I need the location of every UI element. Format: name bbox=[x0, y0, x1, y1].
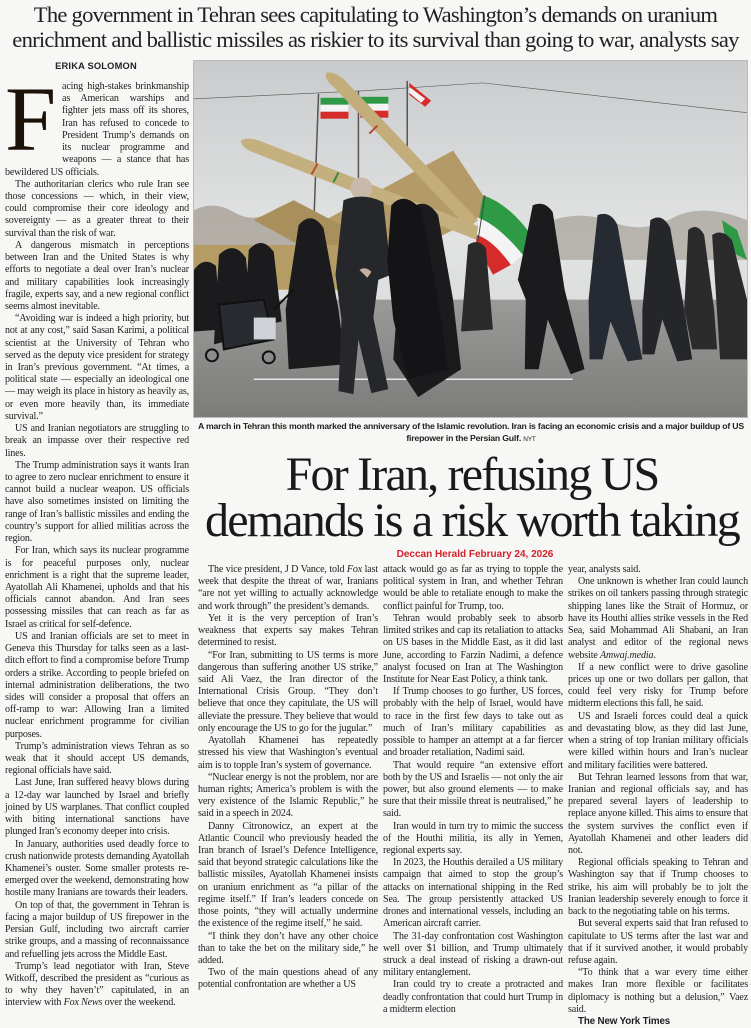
publication-name: Fox bbox=[346, 564, 363, 575]
news-photo bbox=[193, 60, 748, 418]
photo-march-missiles-flags-icon bbox=[194, 61, 747, 417]
photo-credit: NYT bbox=[523, 436, 536, 443]
main-headline-line-1: For Iran, refusing US bbox=[285, 448, 659, 501]
paragraph: year, analysts said. bbox=[568, 564, 641, 575]
dateline: Deccan Herald February 24, 2026 bbox=[396, 549, 554, 560]
body-column-2 bbox=[198, 564, 378, 992]
paragraph: “I think they don’t have any other choice than to take the bet on the military side,” he added. bbox=[198, 930, 378, 966]
paragraph: If a new conflict were to drive gasoline prices up one or two dollars per gallon, that could feel very risky for Trump before midterm elections this fall, he said. bbox=[568, 661, 748, 710]
paragraph: Iran could try to create a protracted and deadly confrontation that could hurt Trump in a midterm election bbox=[383, 979, 563, 1015]
paragraph: A dangerous mismatch in perceptions between Iran and the United States is why efforts to negotiate a deal over Iran’s nuclear and military capabilities look increasingly fragile, experts say, and a new regional conflict seems almost inevitable. bbox=[5, 239, 189, 312]
paragraph bbox=[568, 576, 748, 662]
paragraph: “To think that a war every time either makes Iran more flexible or facilitates diplomacy is nothing but a delusion,” Vaez said. bbox=[568, 967, 748, 1015]
paragraph: “For Iran, submitting to US terms is more dangerous than suffering another US strike,” said Ali Vaez, the Iran director of the International Crisis Group. “They don’t believe that once they capitulate, the US will alleviate the pressure. They believe that would only encourage the US to go for the jugular.” bbox=[198, 649, 378, 734]
paragraph bbox=[198, 564, 378, 613]
paragraph: The authoritarian clerics who rule Iran see those concessions — which, in their view, could compromise their core ideology and sovereignty — as a greater threat to their survival than the risk of war. bbox=[5, 178, 189, 239]
paragraph: In January, authorities used deadly force to crush nationwide protests demanding Ayatollah Khamenei’s ouster. Some smaller protests re-emerged over the weekend, demonstrating how hostile many Iranians are towards their leaders. bbox=[5, 838, 189, 899]
top-headline bbox=[0, 2, 751, 52]
paragraph-text: The vice president, J D Vance, told bbox=[208, 564, 347, 575]
byline: ERIKA SOLOMON bbox=[55, 61, 137, 71]
source-signoff: The New York Times bbox=[578, 1016, 671, 1028]
main-headline bbox=[196, 448, 748, 547]
paragraph: That would require “an extensive effort both by the US and Israelis — not only the air power, but also ground elements — to make sure that their missile threat is neutralised,” he said. bbox=[383, 759, 563, 820]
website-name: Amwaj.media bbox=[600, 649, 654, 661]
paragraph bbox=[5, 961, 189, 1010]
paragraph: Last June, Iran suffered heavy blows during a 12-day war launched by Israel and briefly joined by US warplanes. That conflict coupled with biting international sanctions have plunged Iran’s economy deeper into crisis. bbox=[5, 777, 189, 838]
paragraph: Iran would in turn try to mimic the success of the Houthi militia, its ally in Yemen, regional experts say. bbox=[383, 820, 563, 857]
paragraph: Ayatollah Khamenei has repeatedly stressed his view that Washington’s eventual aim is to topple Iran’s system of governance. bbox=[198, 735, 378, 771]
paragraph-text: acing high-stakes brinkmanship as American warships and fighter jets mass off its shores, Iran has refused to concede to President Trump’s demands on its nuclear programme and weapons — a stance that has bewildered US officials. bbox=[5, 81, 189, 178]
left-column bbox=[5, 68, 189, 1010]
body-column-3 bbox=[383, 564, 563, 1016]
paragraph: In 2023, the Houthis derailed a US military campaign that aimed to stop the group’s attacks on international shipping in the Red Sea. The group persistently attacked US drones and international vessels, including an American aircraft carrier. bbox=[383, 857, 563, 930]
paragraph-text: over the weekend. bbox=[102, 997, 176, 1009]
caption-text: A march in Tehran this month marked the anniversary of the Islamic revolution. Iran is facing an economic crisis and a major buildup of US firepower in the Persian Gulf. bbox=[198, 421, 744, 443]
paragraph: The Trump administration says it wants Iran to agree to zero nuclear enrichment to ensure it cannot build a nuclear weapon. US officials have also sometimes insisted on limiting the range of Iran’s ballistic missiles and ending the country’s support for allied militias across the region. bbox=[5, 459, 189, 545]
paragraph: US and Iranian negotiators are struggling to break an impasse over their respective red lines. bbox=[5, 423, 189, 459]
paragraph: For Iran, which says its nuclear programme is for peaceful purposes only, nuclear enrichment is a right that the supreme leader, Ayatollah Ali Khamenei, upholds and that his officials cannot abandon. And Iran sees possessing missiles that can reach as far as Israel as critical for self-defence. bbox=[5, 545, 189, 630]
main-headline-line-2: demands is a risk worth taking bbox=[205, 494, 739, 547]
photo-caption bbox=[196, 420, 746, 446]
paragraph-text: last week that despite the threat of war, Iranians “are not yet willing to actually acknowledge and work through” the president’s demands. bbox=[198, 564, 379, 612]
paragraph: The 31-day confrontation cost Washington well over $1 billion, and Trump ultimately struck a deal instead of risking a drawn-out military entanglement. bbox=[383, 930, 563, 979]
paragraph-text: Trump’s lead negotiator with Iran, Steve Witkoff, described the president as “curious as to why they haven’t” capitulated, in an interview with bbox=[5, 960, 189, 1009]
publication-name: Fox News bbox=[63, 997, 103, 1009]
body-column-4 bbox=[568, 564, 748, 1028]
paragraph-text: . bbox=[653, 649, 656, 661]
paragraph: Trump’s administration views Tehran as so weak that it should accept US demands, regional officials have said. bbox=[5, 740, 189, 777]
paragraph: Yet it is the very perception of Iran’s weakness that experts say makes Tehran determined to resist. bbox=[198, 612, 378, 649]
top-headline-line-2: enrichment and ballistic missiles as riskier to its survival than going to war, analysts say bbox=[12, 27, 739, 52]
drop-cap: F bbox=[5, 68, 57, 170]
paragraph: attack would go as far as trying to topple the political system in Iran, and whether Tehran would be able to retaliate enough to make the conflict painful for Trump, too. bbox=[383, 564, 563, 612]
paragraph: On top of that, the government in Tehran is facing a major buildup of US firepower in the Persian Gulf, including two aircraft carrier strike groups, and a massing of reconnaissance and refuelling jets across the Middle East. bbox=[5, 899, 189, 960]
paragraph: Regional officials speaking to Tehran and Washington say that if Trump chooses to strike, his aim will probably be to jolt the Iranian leadership severely enough to force it back to the negotiating table on his terms. bbox=[568, 857, 748, 918]
paragraph: But Tehran learned lessons from that war, Iranian and regional officials say, and has prepared several layers of leadership to replace anyone killed. This aims to ensure that the system survives the conflict even if Ayatollah Khamenei and other leaders did not. bbox=[568, 771, 748, 857]
paragraph: Danny Citronowicz, an expert at the Atlantic Council who previously headed the Iran branch of Israel’s Defence Intelligence, said that beyond strategic calculations like the ballistic missiles, Ayatollah Khamenei insists on uranium enrichment as “a pillar of the regime itself.” If Iran’s leaders concede on those points, “they will actually undermine the existence of the regime itself,” he said. bbox=[198, 820, 378, 930]
paragraph: “Nuclear energy is not the problem, nor are human rights; America’s problem is with the very existence of the Islamic Republic,” he said in a speech in 2024. bbox=[198, 771, 378, 820]
paragraph: Two of the main questions ahead of any potential confrontation are whether a US bbox=[198, 967, 378, 991]
top-headline-line-1: The government in Tehran sees capitulating to Washington’s demands on uranium bbox=[33, 2, 718, 27]
paragraph-text: One unknown is whether Iran could launch strikes on oil tankers passing through strategic shipping lanes like the Strait of Hormuz, or have its Houthi allies strike vessels in the Red Sea, said Mohammad Ali Shabani, an Iran analyst and editor of the regional news website bbox=[568, 576, 748, 661]
paragraph: US and Israeli forces could deal a quick and devastating blow, as they did last June, when a string of top Iranian military officials were killed within hours and Iran’s nuclear and military facilities were battered. bbox=[568, 710, 748, 771]
paragraph: But several experts said that Iran refused to capitulate to US terms after the last war and that if it survived another, it would probably refuse again. bbox=[568, 918, 748, 966]
paragraph: “Avoiding war is indeed a high priority, but not at any cost,” said Sasan Karimi, a political scientist at the University of Tehran who served as the deputy vice president for strategy in Iran’s previous government. “At times, a political state — especially an ideological one — may weigh its place in history as heavily as, or even more heavily than, its immediate survival.” bbox=[5, 313, 189, 422]
lead-paragraph bbox=[5, 68, 189, 179]
paragraph: If Trump chooses to go further, US forces, probably with the help of Israel, would have to race in the first few days to take out as much of Iran’s military capabilities as possible to hamper an attempt at a far fiercer and broader retaliation, Nadimi said. bbox=[383, 686, 563, 759]
paragraph: US and Iranian officials are set to meet in Geneva this Thursday for talks seen as a last-ditch effort to find a compromise before Trump orders a strike. According to people briefed on internal administration deliberations, the two sides will consider a proposal that offers an off-ramp to war: Allowing Iran a limited nuclear enrichment programme for civilian purposes. bbox=[5, 630, 189, 740]
paragraph: Tehran would probably seek to absorb limited strikes and cap its retaliation to attacks on US bases in the Middle East, as it did last June, according to Farzin Nadimi, a defence analyst focused on Iran at The Washington Institute for Near East Policy, a think tank. bbox=[383, 612, 563, 685]
